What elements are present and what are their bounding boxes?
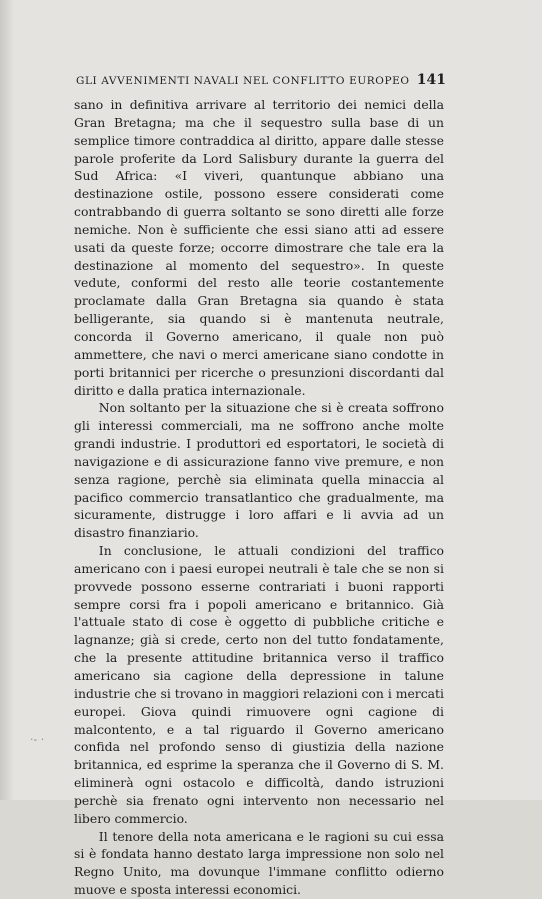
page-number: 141 xyxy=(416,72,446,88)
scan-smudge: ·- · xyxy=(30,733,45,746)
running-title: GLI AVVENIMENTI NAVALI NEL CONFLITTO EUROPEO xyxy=(76,75,410,87)
binding-gutter xyxy=(0,0,14,800)
paragraph-3: In conclusione, le attuali condizioni del traffico americano con i paesi europei neutrali è tale che se non si provvede possono esserne contrariati i buoni rapporti sempre corsi fra i popoli americano e britannico. Già l'attuale stato di cose è oggetto di pubbliche critiche e lagnanze; già si crede, certo non del tutto fondatamente, che la presente attitudine britannica verso il traffico americano sia cagione della depressione in talune industrie che si trovano in maggiori relazioni con i mercati europei. Giova quindi rimuovere ogni cagione di malcontento, e a tal riguardo il Governo americano confida nel profondo senso di giustizia della nazione britannica, ed esprime la speranza che il Governo di S. M. eliminerà ogni ostacolo e difficoltà, dando istruzioni perchè sia frenato ogni intervento non necessario nel libero commercio. xyxy=(74,543,444,826)
paragraph-1: sano in definitiva arrivare al territorio dei nemici della Gran Bretagna; ma che il sequestro sulla base di un semplice timore contraddica al diritto, appare dalle stesse parole proferite da Lord Salisbury durante la guerra del Sud Africa: «I viveri, quantunque abbiano una destinazione ostile, possono essere considerati come contrabbando di guerra soltanto se sono diretti alle forze nemiche. Non è sufficiente che essi siano atti ad essere usati da queste forze; occorre dimostrare che tale era la destinazione al momento del sequestro». In queste vedute, conformi del resto alle teorie costantemente proclamate dalla Gran Bretagna sia quando è stata belligerante, sia quando si è mantenuta neutrale, concorda il Governo americano, il quale non può ammettere, che navi o merci americane siano condotte in porti britannici per ricerche o presunzioni discordanti dal diritto e dalla pratica internazionale. xyxy=(74,97,444,398)
body-text xyxy=(74,96,444,899)
paragraph-4: Il tenore della nota americana e le ragioni su cui essa si è fondata hanno destato larga impressione non solo nel Regno Unito, ma dovunque l'immane conflitto odierno muove e sposta interessi economici. xyxy=(74,828,444,898)
paragraph-2: Non soltanto per la situazione che si è creata soffrono gli interessi commerciali, ma ne soffrono anche molte grandi industrie. I produttori ed esportatori, le società di navigazione e di assicurazione fanno vive premure, e non senza ragione, perchè sia eliminata quella minaccia al pacifico commercio transatlantico che gradualmente, ma sicuramente, distrugge i loro affari e li avvia ad un disastro finanziario. xyxy=(74,400,444,541)
running-header xyxy=(76,72,446,88)
